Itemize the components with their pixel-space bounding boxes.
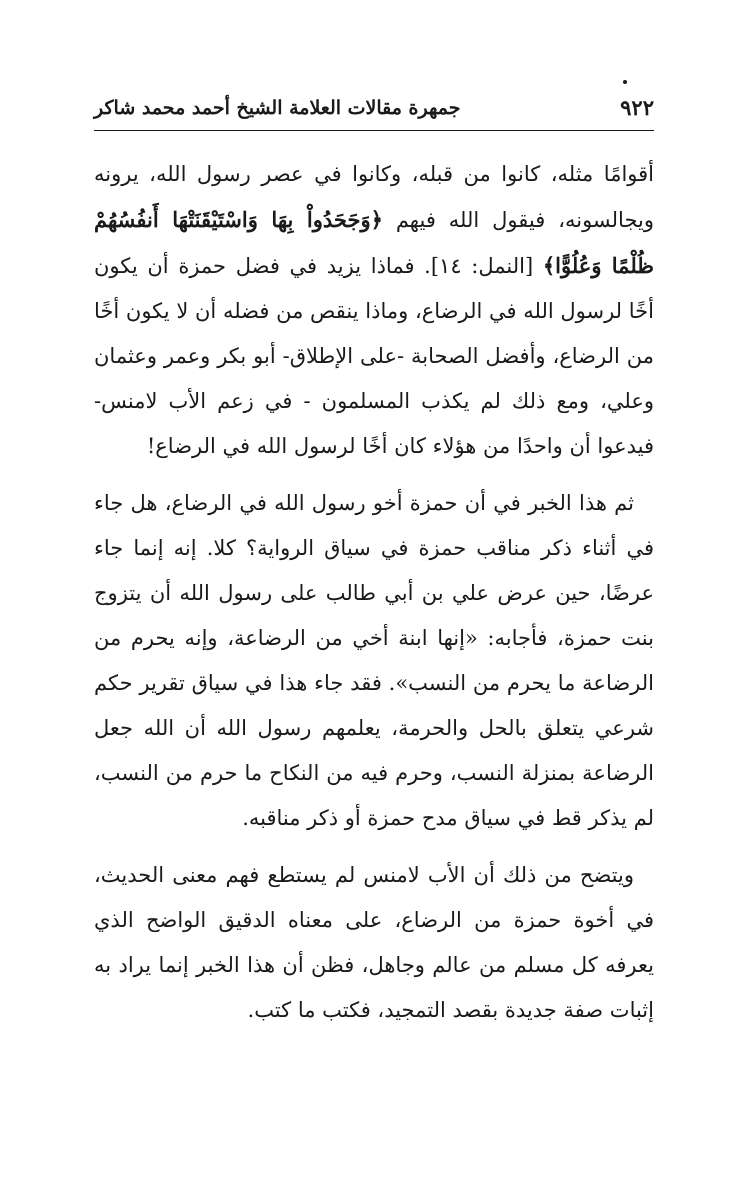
paragraph-3: ويتضح من ذلك أن الأب لامنس لم يستطع فهم معنى الحديث، في أخوة حمزة من الرضاع، على معناه الدقيق الواضح الذي يعرفه كل مسلم من عالم وجاهل، فظن أن هذا الخبر إنما يراد به إثبات صفة جديدة بقصد التمجيد، فكتب ما كتب. bbox=[94, 863, 654, 1022]
running-title: جمهرة مقالات العلامة الشيخ أحمد محمد شاكر bbox=[94, 97, 461, 119]
page-header bbox=[94, 94, 654, 128]
page-number: ٩٢٢ bbox=[620, 95, 654, 120]
header-rule bbox=[94, 130, 654, 131]
paragraph-1-before: أقوامًا مثله، كانوا من قبله، وكانوا في عصر رسول الله، يرونه ويجالسونه، فيقول الله فيهم bbox=[94, 162, 654, 232]
decorative-dot bbox=[623, 80, 627, 84]
paragraph-1-after: [النمل: ١٤]. فماذا يزيد في فضل حمزة أن يكون أخًا لرسول الله في الرضاع، وماذا ينقص من فضله أن لا يكون أخًا من الرضاع، وأفضل الصحابة -على الإطلاق- أبو بكر وعمر وعثمان وعلي، ومع ذلك لم يكذب المسلمون - في زعم الأب لامنس- فيدعوا أن واحدًا من هؤلاء كان أخًا لرسول الله في الرضاع! bbox=[94, 254, 654, 458]
paragraph-1 bbox=[94, 152, 654, 469]
body-text bbox=[94, 152, 654, 1033]
paragraph-2: ثم هذا الخبر في أن حمزة أخو رسول الله في الرضاع، هل جاء في أثناء ذكر مناقب حمزة في سياق الرواية؟ كلا. إنه إنما جاء عرضًا، حين عرض علي بن أبي طالب على رسول الله أن يتزوج بنت حمزة، فأجابه: «إنها ابنة أخي من الرضاعة، وإنه يحرم من الرضاعة ما يحرم من النسب». فقد جاء هذا في سياق تقرير حكم شرعي يتعلق بالحل والحرمة، يعلمهم رسول الله أن الله جعل الرضاعة بمنزلة النسب، وحرم فيه من النكاح ما حرم من النسب، لم يذكر قط في سياق مدح حمزة أو ذكر مناقبه. bbox=[94, 491, 654, 830]
quran-verse: ﴿وَجَحَدُواْ بِهَا وَاسْتَيْقَنَتْهَا أَنفُسُهُمْ ظُلْمًا وَعُلُوًّا﴾ bbox=[94, 207, 654, 278]
